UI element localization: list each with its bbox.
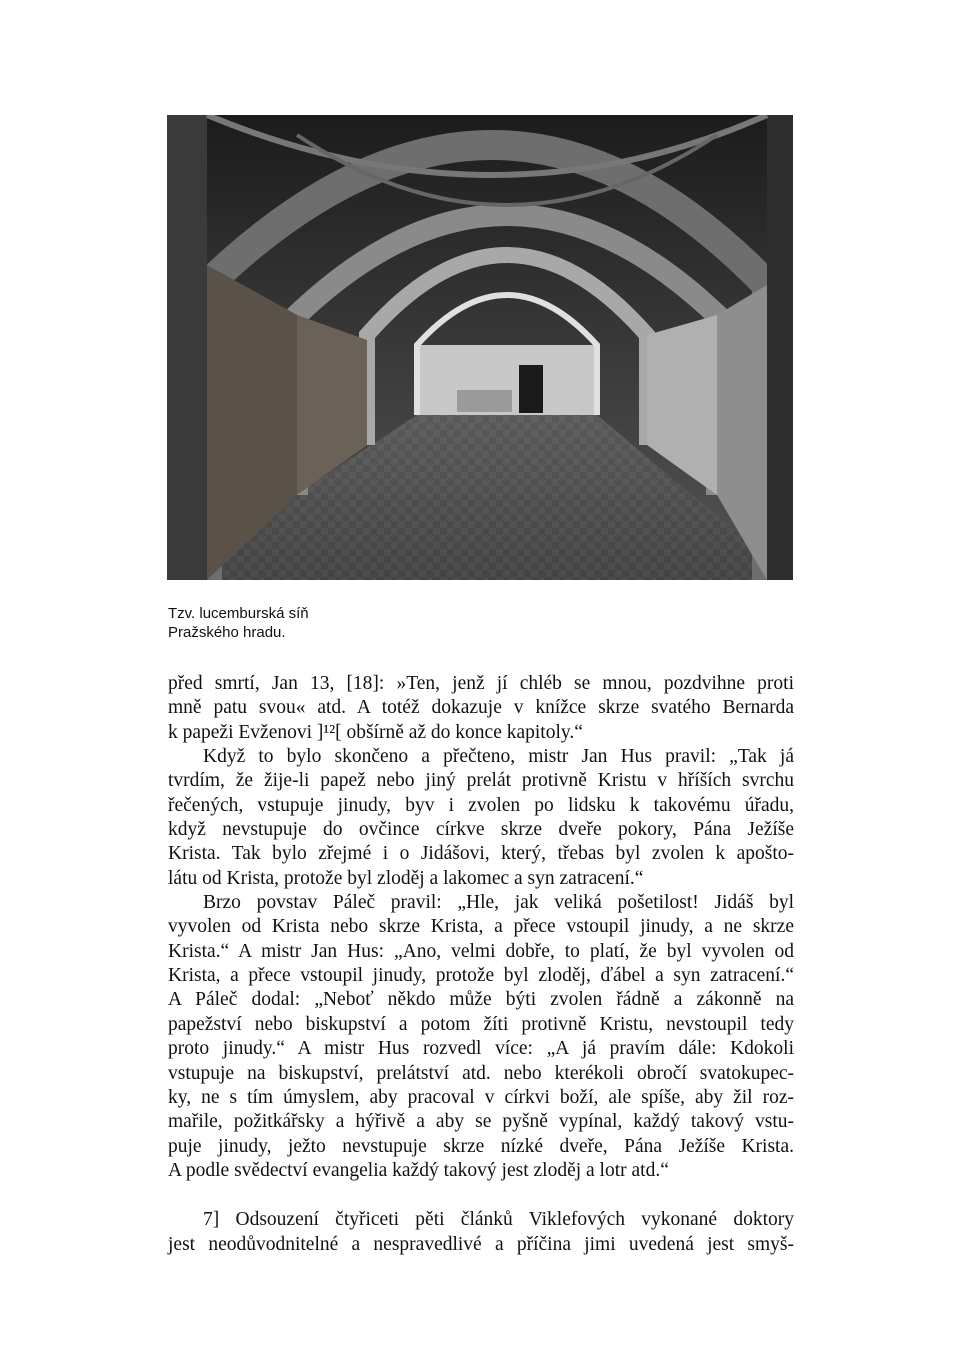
- vaulted-hall-illustration: [167, 115, 793, 580]
- text-line: řečených, vstupuje jinudy, byv i zvolen po lidsku k takovému úřadu,: [168, 794, 794, 816]
- text-line: Krista. Tak bylo zřejmé i o Jidášovi, který, třebas byl zvolen k apošto-: [168, 843, 794, 865]
- text-line: Krista.“ A mistr Jan Hus: „Ano, velmi dobře, to platí, že byl vyvolen od: [168, 940, 794, 962]
- text-line: mařile, požitkářsky a hýřivě a aby se pyšně vypínal, každý takový vstu-: [168, 1111, 794, 1133]
- text-line: proto jinudy.“ A mistr Hus rozvedl více: „A já pravím dále: Kdokoli: [168, 1038, 794, 1060]
- text-line: k papeži Evženovi ]¹²[ obšírně až do konce kapitoly.“: [168, 721, 583, 743]
- text-line: vstupuje na biskupství, prelátství atd. nebo kterékoli obročí svatokupec-: [168, 1062, 794, 1084]
- text-line: 7] Odsouzení čtyřiceti pěti článků Viklefových vykonané doktory: [203, 1209, 794, 1231]
- text-line: Když to bylo skončeno a přečteno, mistr Jan Hus pravil: „Tak já: [203, 746, 794, 768]
- text-line: tvrdím, že žije-li papež nebo jiný prelát protivně Kristu v hříších svrchu: [168, 770, 794, 792]
- text-line: vyvolen od Krista nebo skrze Krista, a přece vstoupil jinudy, a ne skrze: [168, 916, 794, 938]
- text-line: A podle svědectví evangelia každý takový jest zloděj a lotr atd.“: [168, 1159, 669, 1181]
- text-line: ky, ne s tím úmyslem, aby pracoval v církvi boží, ale spíše, aby žil roz-: [168, 1086, 794, 1108]
- text-line: když nevstupuje do ovčince církve skrze dveře pokory, Pána Ježíše: [168, 819, 794, 841]
- caption-line: Pražského hradu.: [168, 624, 286, 641]
- text-line: Krista, a přece vstoupil jinudy, protože byl zloděj, ďábel a syn zatracení.“: [168, 965, 794, 987]
- text-line: A Páleč dodal: „Neboť někdo může býti zvolen řádně a zákonně na: [168, 989, 794, 1011]
- text-line: látu od Krista, protože byl zloděj a lakomec a syn zatracení.“: [168, 867, 644, 889]
- text-line: puje jinudy, ježto nevstupuje skrze nízké dveře, Pána Ježíše Krista.: [168, 1135, 794, 1157]
- figure-caption: [168, 604, 309, 642]
- text-line: mně patu svou« atd. A totéž dokazuje v knížce skrze svatého Bernarda: [168, 697, 794, 719]
- text-line: papežství nebo biskupství a potom žíti protivně Kristu, nevstoupil tedy: [168, 1013, 794, 1035]
- vaulted-hall-photo: [167, 115, 793, 580]
- paragraph-gap: [168, 1183, 794, 1208]
- text-line: před smrtí, Jan 13, [18]: »Ten, jenž jí chléb se mnou, pozdvihne proti: [168, 673, 794, 694]
- text-line: Brzo povstav Páleč pravil: „Hle, jak veliká pošetilost! Jidáš byl: [203, 892, 794, 914]
- body-text: [168, 672, 794, 1257]
- text-line: jest neodůvodnitelné a nespravedlivé a příčina jimi uvedená jest smyš-: [168, 1233, 794, 1255]
- caption-line: Tzv. lucemburská síň: [168, 605, 309, 622]
